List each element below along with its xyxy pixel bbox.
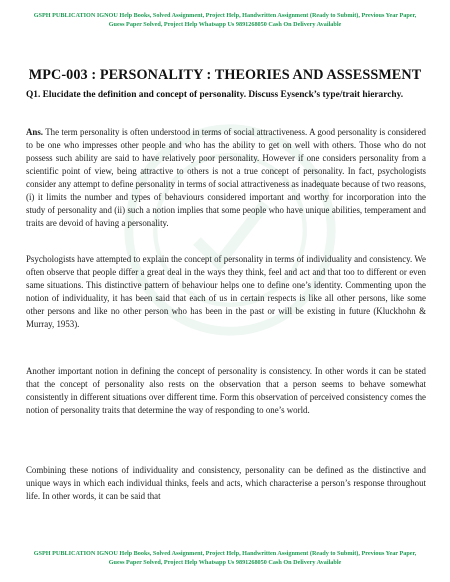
answer-paragraph-4: Combining these notions of individuality and consistency, personality can be defined as the distinctive and unique ways in which each individual thinks, feels and acts, which characterise a person’s response throughout life. In other words, it can be said that (26, 465, 426, 502)
answer-paragraph-1-text: The term personality is often understood in terms of social attractiveness. A good personality is considered to be one who impresses other people and who has the ability to get on well with others. Those who do not possess such ability are said to have relatively poor personality. However if one considers personality from a scientific point of view, being attractive to others is not a true concept of personality. In fact, psychologists consider any attempt to define personality in terms of social attractiveness as inadequate because of two reasons, (i) it limits the number and types of behaviours considered important and worthy for incorporation into the study of personality and (ii) such a notion implies that some people who have unique abilities, temperament and traits are devoid of having a personality. (26, 127, 426, 229)
answer-paragraph-3: Another important notion in defining the concept of personality is consistency. In other words it can be stated that the concept of personality also rests on the observation that a person seems to behave somewhat consistently in different situations over different time. Form this observation of perceived consistency comes the notion of personality traits that determine the way of responding to one’s world. (26, 366, 426, 416)
answer-paragraph-1 (26, 126, 426, 230)
question-heading: Q1. Elucidate the definition and concept of personality. Discuss Eysenck’s type/trait hierarchy. (26, 90, 404, 100)
page-title: MPC-003 : PERSONALITY : THEORIES AND ASSESSMENT (28, 67, 422, 83)
answer-paragraph-2: Psychologists have attempted to explain the concept of personality in terms of individuality and consistency. We often observe that people differ a great deal in the ways they think, feel and act and that too to different or even same situations. This distinctive pattern of behaviour helps one to define one’s identity. Commenting upon the notion of individuality, it has been said that each of us in certain respects is like all other persons, like some other persons and like no other person who has been in the past or will be existing in future (Kluckhohn & Murray, 1953). (26, 254, 426, 330)
page-footer: GSPH PUBLICATION IGNOU Help Books, Solved Assignment, Project Help, Handwritten Assignment (Ready to Submit), Previous Year Paper, Guess Paper Solved, Project Help Whatsapp Us 9891268050 Cash On Delivery Available (33, 550, 417, 566)
answer-label: Ans. (26, 127, 44, 137)
page-header: GSPH PUBLICATION IGNOU Help Books, Solved Assignment, Project Help, Handwritten Assignment (Ready to Submit), Previous Year Paper, Guess Paper Solved, Project Help Whatsapp Us 9891268050 Cash On Delivery Available (33, 12, 417, 28)
